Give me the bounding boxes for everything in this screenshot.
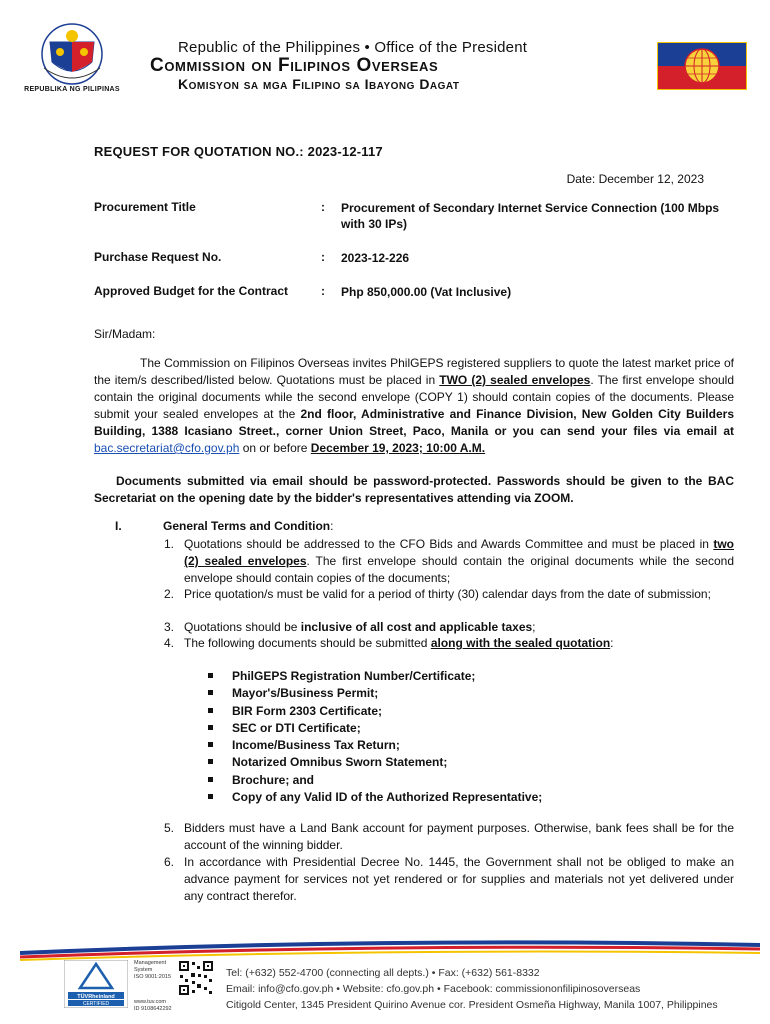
footer-contact: [226, 965, 718, 1013]
list-number: 2.: [164, 587, 175, 601]
certification-text: [134, 960, 178, 1013]
footer-email-line: Email: info@cfo.gov.ph • Website: cfo.gov.ph • Facebook: commissiononfilipinosoverseas: [226, 983, 641, 995]
list-text: Quotations should be: [184, 620, 301, 634]
intro-envelopes: TWO (2) sealed envelopes: [439, 373, 591, 387]
section-number: I.: [115, 519, 122, 533]
list-emphasis: along with the sealed quotation: [430, 636, 611, 650]
rfq-date: Date: December 12, 2023: [566, 172, 704, 186]
bullet-icon: [208, 725, 213, 730]
bullet-icon: [208, 673, 213, 678]
header-agency-filipino-name: Komisyon sa mga Filipino sa Ibayong Dagat: [178, 76, 460, 92]
seal-caption: REPUBLIKA NG PILIPINAS: [24, 86, 120, 93]
list-item: [164, 854, 734, 905]
header-republic-line: Republic of the Philippines • Office of the President: [178, 39, 528, 56]
footer-swoosh-decoration: [20, 935, 760, 965]
field-value: 2023-12-226: [341, 251, 410, 265]
list-number: 6.: [164, 855, 175, 869]
document-label: SEC or DTI Certificate;: [232, 720, 361, 735]
cert-line: ID 9108642292: [134, 1006, 172, 1012]
government-seal: [22, 22, 122, 102]
salutation: Sir/Madam:: [94, 327, 156, 341]
field-label: Purchase Request No.: [94, 250, 222, 264]
list-item: [164, 619, 734, 636]
seal-emblem-icon: [22, 22, 122, 86]
field-colon: :: [321, 200, 325, 214]
section-title: [163, 519, 333, 533]
intro-text: The Commission on Filipinos Overseas invites PhilGEPS registered suppliers to quote the latest market price of the item/s described/listed below. Quotations must be placed in: [94, 356, 734, 387]
list-text: . The first envelope should contain the original documents while the second envelope should contain copies of the documents;: [184, 554, 735, 585]
list-text: Quotations should be addressed to the CFO Bids and Awards Committee and must be placed in: [184, 537, 714, 551]
bullet-icon: [208, 759, 213, 764]
document-label: BIR Form 2303 Certificate;: [232, 703, 383, 718]
intro-address: 2nd floor, Administrative and Finance Division, New Golden City Builders Building, 1388 Icasiano Street., corner Union Street, Paco, Manila or you can send your files via email at: [94, 407, 734, 438]
document-label: Notarized Omnibus Sworn Statement;: [232, 755, 448, 770]
list-text: The following documents should be submitted: [184, 636, 431, 650]
list-item: [164, 635, 734, 652]
field-label: Approved Budget for the Contract: [94, 284, 288, 298]
field-value: Procurement of Secondary Internet Service Connection (100 Mbps with 30 IPs): [341, 201, 720, 231]
document-label: PhilGEPS Registration Number/Certificate;: [232, 669, 476, 683]
cert-line: System: [134, 967, 153, 973]
letterhead: [0, 0, 770, 110]
field-value: Php 850,000.00 (Vat Inclusive): [341, 285, 512, 299]
cfo-globe-flag-icon: [657, 42, 747, 90]
document-label: Income/Business Tax Return;: [232, 738, 400, 753]
bullet-icon: [208, 708, 213, 713]
list-emphasis: inclusive of all cost and applicable taxes: [300, 620, 533, 634]
qr-code-icon: [178, 960, 214, 996]
section-title-text: General Terms and Condition: [163, 519, 331, 533]
qr-code: [178, 960, 214, 996]
field-label: Procurement Title: [94, 200, 196, 214]
field-colon: :: [321, 284, 325, 298]
document-label: Mayor's/Business Permit;: [232, 686, 379, 701]
list-number: 3.: [164, 620, 175, 634]
bac-email-link[interactable]: bac.secretariat@cfo.gov.ph: [94, 441, 240, 455]
header-agency-name: Commission on Filipinos Overseas: [150, 55, 439, 76]
intro-text: on or before: [239, 441, 311, 455]
list-text: ;: [532, 620, 536, 634]
list-number: 1.: [164, 537, 175, 551]
list-number: 4.: [164, 636, 175, 650]
bullet-icon: [208, 690, 213, 695]
bullet-icon: [208, 777, 213, 782]
intro-text: . The first envelope should contain the original documents while the second envelope (COPY 1) should contain copies of the documents. Please submit your sealed envelopes at the: [94, 373, 735, 421]
list-item: [164, 820, 734, 854]
tuv-label: TÜVRheinland: [77, 994, 115, 1000]
document-label: Brochure; and: [232, 772, 315, 787]
list-item: [164, 586, 734, 603]
tuv-sub-label: CERTIFIED: [82, 1001, 110, 1007]
list-item: [164, 536, 734, 587]
intro-paragraph: [94, 355, 734, 457]
list-text: Bidders must have a Land Bank account for payment purposes. Otherwise, bank fees shall be for the account of the winning bidder.: [184, 821, 734, 852]
cfo-logo: [657, 42, 747, 90]
footer-phone-line: Tel: (+632) 552-4700 (connecting all depts.) • Fax: (+632) 561-8332: [226, 967, 540, 979]
rfq-title: REQUEST FOR QUOTATION NO.: 2023-12-117: [94, 144, 383, 159]
footer-address-line: Citigold Center, 1345 President Quirino Avenue cor. President Osmeña Highway, Manila 1007, Philippines: [226, 999, 718, 1011]
list-text: :: [610, 636, 614, 650]
password-note: Documents submitted via email should be password-protected. Passwords should be given to the BAC Secretariat on the opening date by the bidder's representatives attending via ZOOM.: [94, 474, 734, 505]
section-title-suffix: :: [330, 519, 334, 533]
bullet-icon: [208, 742, 213, 747]
intro-deadline: December 19, 2023; 10:00 A.M.: [310, 441, 486, 455]
list-text: In accordance with Presidential Decree No. 1445, the Government shall not be obliged to make an advance payment for services not yet rendered or for supplies and materials not yet delivered under any contract therefor.: [184, 855, 734, 903]
field-colon: :: [321, 250, 325, 264]
document-label: Copy of any Valid ID of the Authorized Representative;: [232, 790, 543, 805]
tuv-certification-badge: [64, 960, 128, 1008]
cert-line: www.tuv.com: [134, 999, 166, 1005]
cert-line: Management: [134, 960, 167, 966]
list-emphasis: two (2) sealed envelopes: [184, 537, 734, 568]
list-number: 5.: [164, 821, 175, 835]
list-text: Price quotation/s must be valid for a period of thirty (30) calendar days from the date of submission;: [184, 587, 711, 601]
bullet-icon: [208, 794, 213, 799]
tuv-certified-icon: [64, 960, 128, 1008]
cert-line: ISO 9001:2015: [134, 974, 172, 980]
